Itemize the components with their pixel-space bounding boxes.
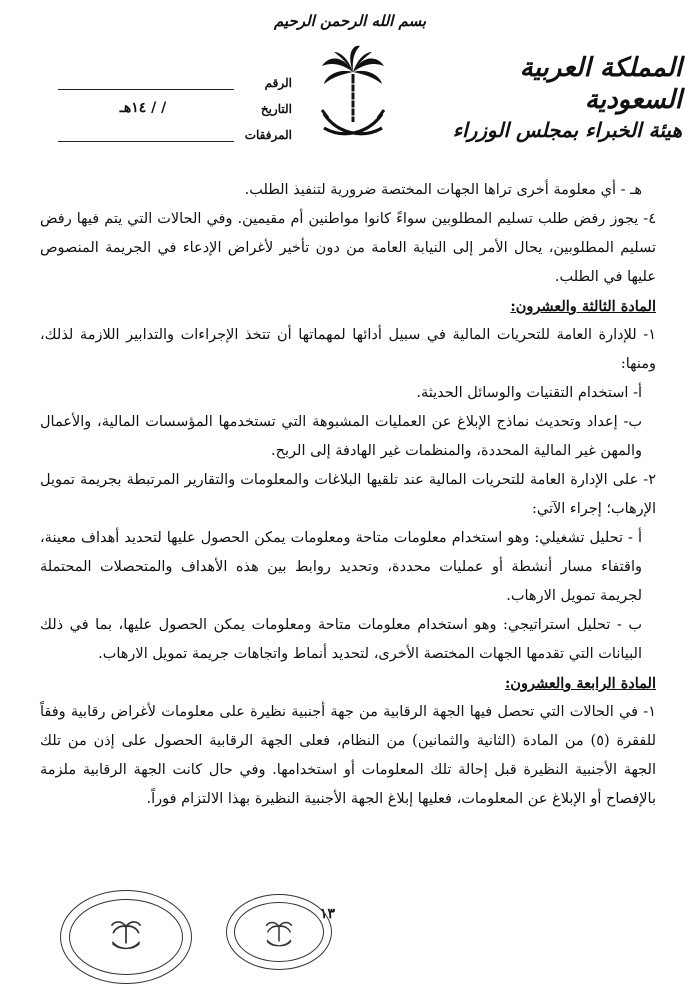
paragraph-a23-item1-a: أ- استخدام التقنيات والوسائل الحديثة. (416, 385, 642, 401)
date-row (52, 90, 292, 116)
organization-name (432, 52, 682, 144)
page-number: ١٣ (320, 906, 336, 922)
org-line-bureau: هيئة الخبراء بمجلس الوزراء (452, 118, 682, 142)
paragraph-a23-item1: ١- للإدارة العامة للتحريات المالية في سبيل أدائها لمهماتها أن تتخذ الإجراءات والتدابير اللازمة لذلك، ومنها: (40, 327, 656, 372)
attachments-row (52, 116, 292, 142)
reference-block (52, 64, 292, 142)
attachments-label: المرفقات (244, 128, 292, 142)
org-line-kingdom: المملكة العربية السعودية (519, 53, 682, 115)
paragraph-item-4: ٤- يجوز رفض طلب تسليم المطلوبين سواءً كانوا مواطنين أم مقيمين. وفي الحالات التي يتم فيها رفض تسليم المطلوبين، يحال الأمر إلى النيابة العامة من دون تأخير لأغراض الإدعاء في الجريمة المنصوص عليها في الطلب. (40, 211, 656, 285)
paragraph-a23-item1-b: ب- إعداد وتحديث نماذج الإبلاغ عن العمليات المشبوهة التي تستخدمها المؤسسات المالية، والأعمال والمهن غير المالية المحددة، والمنظمات غير الهادفة إلى الربح. (40, 414, 642, 459)
ref-field (58, 73, 234, 90)
official-seal-right (226, 894, 332, 970)
paragraph-item-he: هـ - أي معلومة أخرى تراها الجهات المختصة ضرورية لتنفيذ الطلب. (244, 182, 642, 198)
article-24-heading: المادة الرابعة والعشرون: (504, 675, 656, 692)
palm-swords-emblem-icon (318, 44, 388, 144)
date-field: / / ١٤هـ (119, 100, 167, 116)
seal-emblem-icon (264, 917, 294, 951)
stamps-area (60, 890, 380, 990)
letterhead (0, 0, 700, 172)
ref-row (52, 64, 292, 90)
paragraph-a23-item2: ٢- على الإدارة العامة للتحريات المالية عند تلقيها البلاغات والمعلومات والتقارير المرتبطة بجريمة تمويل الإرهاب؛ إجراء الآتي: (40, 472, 656, 517)
document-body (40, 176, 656, 814)
official-seal-left (60, 890, 192, 984)
paragraph-a24-item1: ١- في الحالات التي تحصل فيها الجهة الرقابية من جهة أجنبية نظيرة على معلومات لأغراض رقابية وفقاً للفقرة (٥) من المادة (الثانية والثمانين) من النظام، فعلى الجهة الرقابية الحصول على إذن من تلك الجهة الأجنبية النظيرة قبل إحالة تلك المعلومات أو استخدامها. وفي حال كانت الجهة الرقابية ملزمة بالإفصاح أو الإبلاغ عن المعلومات، فعليها إبلاغ الجهة الأجنبية النظيرة بهذا الالتزام فوراً. (40, 704, 656, 807)
paragraph-a23-item2-b: ب - تحليل استراتيجي: وهو استخدام معلومات متاحة ومعلومات يمكن الحصول عليها، بما في ذلك البيانات التي تقدمها الجهات المختصة الأخرى، لتحديد أنماط واتجاهات جريمة تمويل الارهاب. (40, 617, 642, 662)
basmala: بسم الله الرحمن الرحيم (273, 12, 427, 30)
paragraph-a23-item2-a: أ - تحليل تشغيلي: وهو استخدام معلومات متاحة ومعلومات يمكن الحصول عليها لتحديد أهداف معينة، واقتفاء مسار أنشطة أو عمليات محددة، وتحديد روابط بين هذه الأهداف والمتحصلات المحتملة لجريمة تمويل الارهاب. (40, 530, 642, 604)
ref-label: الرقم (264, 76, 292, 90)
date-label: التاريخ (260, 102, 292, 116)
seal-emblem-icon (109, 915, 143, 955)
attachments-field (58, 125, 234, 142)
article-23-heading: المادة الثالثة والعشرون: (510, 298, 656, 315)
